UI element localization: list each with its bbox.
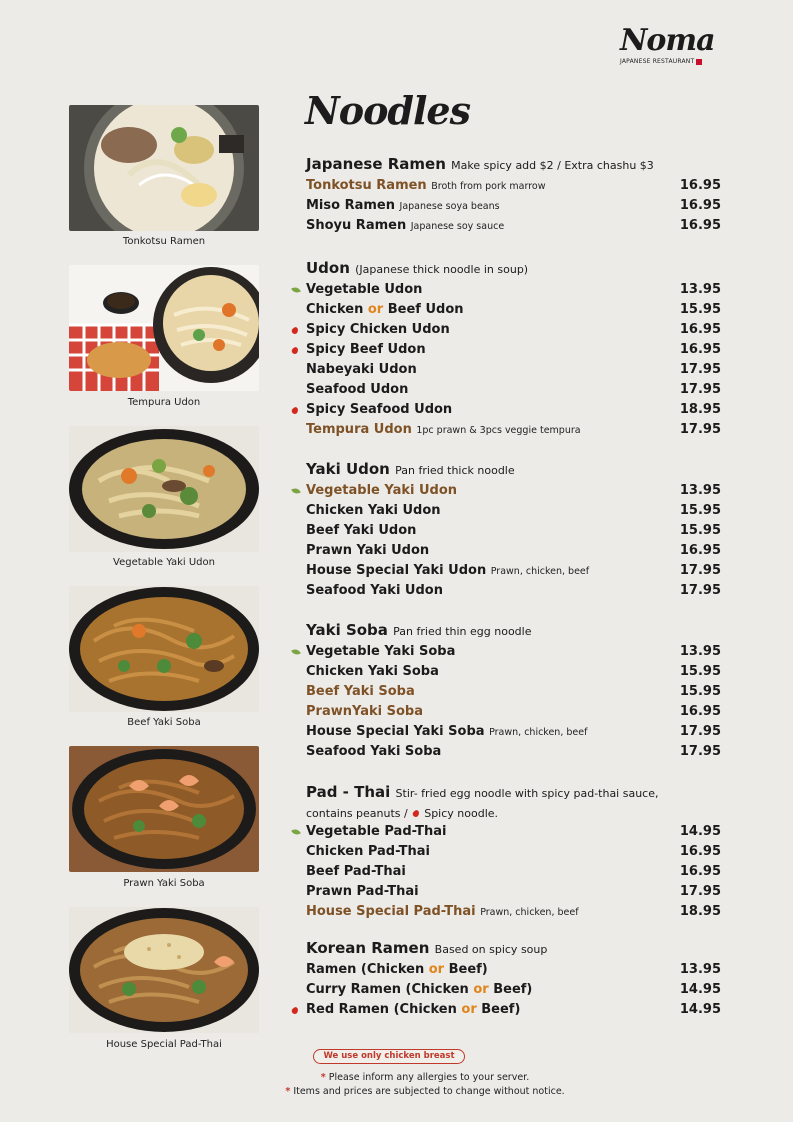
menu-item: Nabeyaki Udon 17.95 bbox=[306, 362, 721, 377]
vegetarian-leaf-icon bbox=[291, 648, 301, 656]
section-japanese-ramen bbox=[306, 154, 726, 236]
menu-item: Seafood Udon 17.95 bbox=[306, 382, 721, 397]
menu-item: Ramen (Chicken or Beef) 13.95 bbox=[306, 962, 721, 977]
section-udon bbox=[306, 258, 726, 440]
section-header-cont: contains peanuts / Spicy noodle. bbox=[306, 807, 499, 820]
menu-item: Seafood Yaki Soba 17.95 bbox=[306, 744, 721, 759]
section-header: Yaki Udon Pan fried thick noodle bbox=[306, 460, 515, 478]
section-pad-thai bbox=[306, 782, 726, 922]
menu-item: Tempura Udon 1pc prawn & 3pcs veggie tempura 17.95 bbox=[306, 422, 721, 437]
brand-name: Noma bbox=[620, 23, 715, 58]
chicken-breast-note: We use only chicken breast bbox=[313, 1049, 465, 1064]
vegetable-yaki-udon-photo bbox=[69, 426, 259, 552]
menu-item: Spicy Beef Udon 16.95 bbox=[306, 340, 726, 360]
brand-subtitle: JAPANESE RESTAURANT bbox=[620, 58, 730, 65]
section-yaki-soba bbox=[306, 620, 726, 762]
vegetarian-leaf-icon bbox=[291, 828, 301, 836]
menu-item: Miso Ramen Japanese soya beans 16.95 bbox=[306, 198, 721, 213]
spicy-chili-icon bbox=[412, 809, 421, 818]
menu-item: Chicken Pad-Thai 16.95 bbox=[306, 844, 721, 859]
menu-item: Spicy Chicken Udon 16.95 bbox=[306, 320, 726, 340]
photo-caption: Vegetable Yaki Udon bbox=[113, 557, 215, 568]
menu-item: House Special Pad-Thai Prawn, chicken, beef 18.95 bbox=[306, 904, 721, 919]
photo-caption: House Special Pad-Thai bbox=[106, 1039, 222, 1050]
menu-item: Chicken Yaki Udon 15.95 bbox=[306, 503, 721, 518]
menu-item: Chicken or Beef Udon 15.95 bbox=[306, 302, 721, 317]
tempura-udon-photo bbox=[69, 265, 259, 391]
section-header: Yaki Soba Pan fried thin egg noodle bbox=[306, 621, 532, 639]
prawn-yaki-soba-photo bbox=[69, 746, 259, 872]
spicy-chili-icon bbox=[291, 326, 300, 335]
menu-item: Seafood Yaki Udon 17.95 bbox=[306, 583, 721, 598]
photo-caption: Tempura Udon bbox=[127, 397, 201, 408]
section-yaki-udon bbox=[306, 459, 726, 601]
menu-item: Vegetable Yaki Udon 13.95 bbox=[306, 481, 726, 501]
section-header: Udon (Japanese thick noodle in soup) bbox=[306, 259, 529, 277]
tonkotsu-ramen-photo bbox=[69, 105, 259, 231]
photo-caption: Beef Yaki Soba bbox=[127, 717, 201, 728]
section-korean-ramen bbox=[306, 938, 726, 1020]
vegetarian-leaf-icon bbox=[291, 487, 301, 495]
photo-caption: Prawn Yaki Soba bbox=[123, 878, 205, 889]
brand-logo bbox=[620, 23, 730, 70]
menu-item: Vegetable Pad-Thai 14.95 bbox=[306, 822, 726, 842]
menu-item: Spicy Seafood Udon 18.95 bbox=[306, 400, 726, 420]
menu-item: Beef Yaki Udon 15.95 bbox=[306, 523, 721, 538]
beef-yaki-soba-photo bbox=[69, 586, 259, 712]
menu-item: Vegetable Yaki Soba 13.95 bbox=[306, 642, 726, 662]
menu-item: Beef Yaki Soba 15.95 bbox=[306, 684, 721, 699]
spicy-chili-icon bbox=[291, 346, 300, 355]
spicy-chili-icon bbox=[291, 1006, 300, 1015]
menu-item: Chicken Yaki Soba 15.95 bbox=[306, 664, 721, 679]
menu-item: Curry Ramen (Chicken or Beef) 14.95 bbox=[306, 982, 721, 997]
menu-item: Red Ramen (Chicken or Beef) 14.95 bbox=[306, 1000, 726, 1020]
page-title: Noodles bbox=[305, 88, 471, 133]
flag-icon bbox=[696, 59, 702, 65]
vegetarian-leaf-icon bbox=[291, 286, 301, 294]
menu-item: Prawn Pad-Thai 17.95 bbox=[306, 884, 721, 899]
section-header: Pad - Thai Stir- fried egg noodle with spicy pad-thai sauce, bbox=[306, 783, 659, 801]
section-header: Japanese Ramen Make spicy add $2 / Extra chashu $3 bbox=[306, 155, 654, 173]
spicy-chili-icon bbox=[291, 406, 300, 415]
section-header: Korean Ramen Based on spicy soup bbox=[306, 939, 548, 957]
house-special-pad-thai-photo bbox=[69, 907, 259, 1033]
photo-caption: Tonkotsu Ramen bbox=[122, 236, 206, 247]
menu-item: Prawn Yaki Udon 16.95 bbox=[306, 543, 721, 558]
allergy-note: * Please inform any allergies to your server. bbox=[320, 1072, 530, 1083]
menu-item: PrawnYaki Soba 16.95 bbox=[306, 704, 721, 719]
menu-item: House Special Yaki Udon Prawn, chicken, beef 17.95 bbox=[306, 563, 721, 578]
price-change-note: * Items and prices are subjected to change without notice. bbox=[285, 1086, 565, 1097]
menu-item: Vegetable Udon 13.95 bbox=[306, 280, 726, 300]
menu-item: Tonkotsu Ramen Broth from pork marrow 16.95 bbox=[306, 178, 721, 193]
menu-item: House Special Yaki Soba Prawn, chicken, beef 17.95 bbox=[306, 724, 721, 739]
menu-item: Beef Pad-Thai 16.95 bbox=[306, 864, 721, 879]
menu-item: Shoyu Ramen Japanese soy sauce 16.95 bbox=[306, 218, 721, 233]
